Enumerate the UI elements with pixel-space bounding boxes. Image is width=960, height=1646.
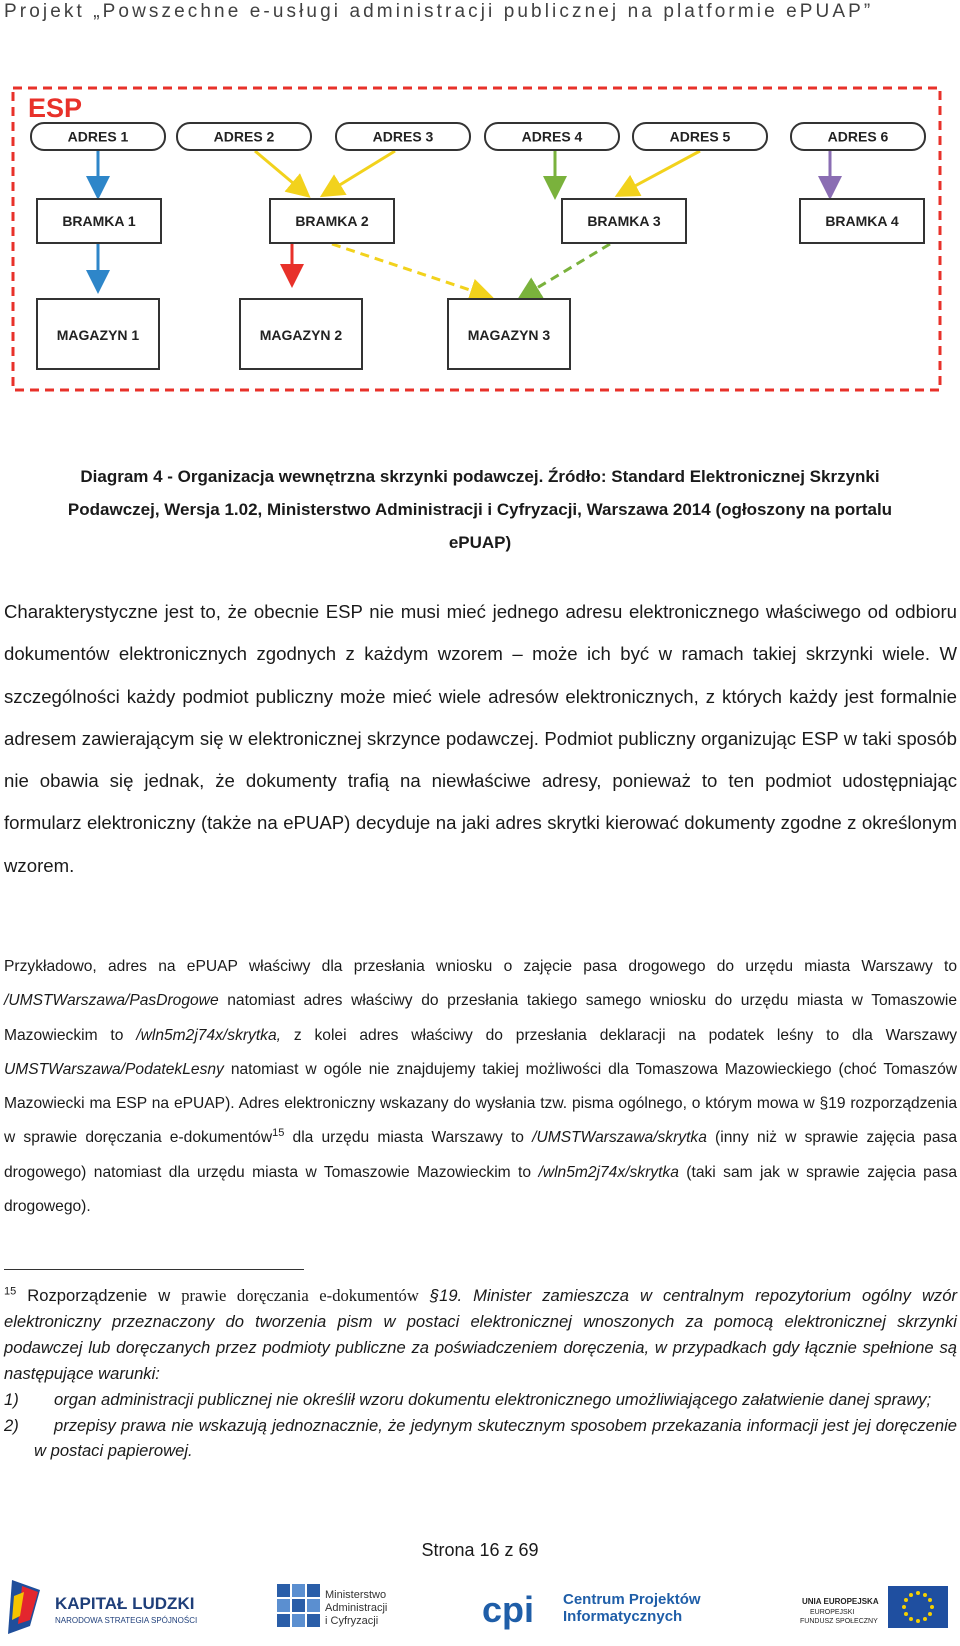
esp-diagram-svg	[0, 70, 960, 430]
cpi-line-1: Centrum Projektów	[563, 1591, 701, 1608]
example-text-5: dla urzędu miasta Warszawy to	[284, 1129, 533, 1147]
footnote-ref[interactable]: 15	[272, 1127, 285, 1140]
eu-line-2: EUROPEJSKI	[810, 1609, 855, 1616]
gate-label-2: BRAMKA 2	[295, 213, 369, 229]
footnote-item-1-text: organ administracji publicznej nie określił wzoru dokumentu elektronicznego umożliwiającego załatwienie danej sprawy;	[54, 1389, 932, 1409]
ministerstwo-logo	[277, 1584, 387, 1627]
address-label-2: ADRES 2	[213, 128, 275, 145]
cpi-mark: cpi	[482, 1589, 535, 1630]
address-label-5: ADRES 5	[669, 128, 731, 145]
gate-label-4: BRAMKA 4	[825, 213, 899, 229]
arrow-adres3-bramka2	[325, 151, 395, 194]
body-paragraph: Charakterystyczne jest to, że obecnie ESP nie musi mieć jednego adresu elektronicznego właściwego od odbioru dokumentów elektronicznych zgodnych z każdym wzorem – może ich być w ramach takiej skrzynki wiele. W szczególności każdy podmiot publiczny może mieć wiele adresów elektronicznych, z których każdy jest formalnie adresem zawierającym się w elektronicznej skrzynce podawczej. Podmiot publiczny organizując ESP w taki sposób nie obawia się jednak, że dokumenty trafią na niewłaściwe adresy, ponieważ to ten podmiot udostępniając formularz elektroniczny (także na ePUAP) decyduje na jaki adres skrytki kierować dokumenty zgodne z określonym wzorem.	[4, 601, 957, 876]
example-text-3: z kolei adres właściwy do przesłania deklaracji na podatek leśny to dla Warszawy	[281, 1026, 957, 1044]
store-label-1: MAGAZYN 1	[56, 327, 140, 343]
esp-frame-label: ESP	[28, 93, 83, 123]
example-address-2: /wln5m2j74x/skrytka,	[136, 1026, 281, 1044]
example-text-7: (taki sam jak w sprawie zajęcia pasa drogowego).	[4, 1163, 957, 1216]
address-label-6: ADRES 6	[827, 128, 889, 145]
example-address-3: UMSTWarszawa/PodatekLesny	[4, 1060, 224, 1078]
footnote-separator	[4, 1269, 304, 1270]
example-text-4: natomiast w ogóle nie znajdujemy takiej możliwości dla Tomaszowa Mazowieckiego (choć Tomaszów Mazowiecki ma ESP na ePUAP). Adres elektroniczny wskazany do wysłania tzw. pisma ogólnego, o którym mowa w §19 rozporządzenia w sprawie doręczania e-dokumentów	[4, 1060, 957, 1147]
footnote-item-2-text: przepisy prawa nie wskazują jednoznacznie, że jedynym skutecznym sposobem przekazania informacji jest jej doręczenie w postaci papierowej.	[34, 1415, 957, 1461]
kl-subtitle: NARODOWA STRATEGIA SPÓJNOŚCI	[55, 1616, 198, 1625]
eu-line-1: UNIA EUROPEJSKA	[802, 1597, 879, 1606]
page-number: Strona 16 z 69	[421, 1540, 539, 1560]
arrow-bramka2-magazyn3	[332, 244, 488, 296]
footnote-item-2	[4, 1413, 957, 1465]
gate-label-3: BRAMKA 3	[587, 213, 661, 229]
store-label-3: MAGAZYN 3	[467, 327, 551, 343]
document-header: Projekt „Powszechne e-usługi administracji publicznej na platformie ePUAP”	[4, 1, 874, 22]
eu-line-3: FUNDUSZ SPOŁECZNY	[800, 1618, 878, 1625]
footnote-lead: Rozporządzenie w	[16, 1286, 182, 1305]
ministerstwo-line-2: Administracji	[325, 1602, 388, 1614]
gate-label-1: BRAMKA 1	[62, 213, 136, 229]
diagram-caption	[20, 460, 940, 559]
address-label-1: ADRES 1	[67, 128, 129, 145]
arrow-adres2-bramka2	[255, 151, 306, 194]
footnote-item-1	[4, 1387, 957, 1413]
footnote	[4, 1283, 957, 1464]
kl-title: KAPITAŁ LUDZKI	[55, 1594, 195, 1613]
caption-line-3: ePUAP)	[448, 533, 512, 552]
caption-line-1: Diagram 4 - Organizacja wewnętrzna skrzynki podawczej. Źródło: Standard Elektronicznej Skrzynki	[80, 467, 880, 486]
caption-line-2: Podawczej, Wersja 1.02, Ministerstwo Administracji i Cyfryzacji, Warszawa 2014 (ogłoszony na portalu	[67, 500, 893, 519]
footnote-item-1-num: 1)	[4, 1389, 19, 1409]
example-address-5: /wln5m2j74x/skrytka	[538, 1163, 679, 1181]
ministerstwo-line-1: Ministerstwo	[325, 1589, 387, 1601]
eu-logo	[800, 1586, 948, 1628]
example-paragraph	[4, 950, 957, 1224]
cpi-line-2: Informatycznych	[563, 1608, 683, 1625]
address-label-4: ADRES 4	[521, 128, 583, 145]
address-label-3: ADRES 3	[372, 128, 434, 145]
footer-logos	[0, 1576, 960, 1641]
footnote-number: 15	[4, 1285, 17, 1298]
arrow-adres5-bramka3	[620, 151, 700, 194]
footnote-main: §19. Minister zamieszcza w centralnym repozytorium ogólny wzór elektroniczny przeznaczony do tworzenia pism w postaci elektronicznej wnoszonych za pomocą elektronicznej skrzynki podawczej lub doręczanych przez podmioty publiczne za poświadczeniem doręczenia, w przypadkach gdy łącznie spełnione są następujące warunki:	[4, 1286, 957, 1383]
arrow-bramka3-magazyn3	[522, 244, 610, 297]
example-address-4: /UMSTWarszawa/skrytka	[532, 1129, 707, 1147]
footnote-item-2-num: 2)	[4, 1415, 19, 1435]
store-label-2: MAGAZYN 2	[259, 327, 343, 343]
kapital-ludzki-logo	[8, 1580, 197, 1634]
footer-logos-svg	[0, 1576, 960, 1641]
ministerstwo-line-3: i Cyfryzacji	[325, 1615, 379, 1627]
example-text-6: (inny niż w sprawie zajęcia pasa drogowego) natomiast dla urzędu miasta w Tomaszowie Mazowieckim to	[4, 1129, 958, 1181]
example-text-1: Przykładowo, adres na ePUAP właściwy dla przesłania wniosku o zajęcie pasa drogowego do urzędu miasta Warszawy to	[4, 958, 957, 975]
example-address-1: /UMSTWarszawa/PasDrogowe	[4, 992, 219, 1010]
example-text-2: natomiast adres właściwy do przesłania takiego samego wniosku do urzędu miasta w Tomaszowie Mazowieckim to	[4, 992, 957, 1044]
esp-diagram	[0, 70, 960, 430]
cpi-logo	[482, 1589, 701, 1630]
footnote-lead-serif: prawie doręczania e-dokumentów	[181, 1286, 419, 1305]
